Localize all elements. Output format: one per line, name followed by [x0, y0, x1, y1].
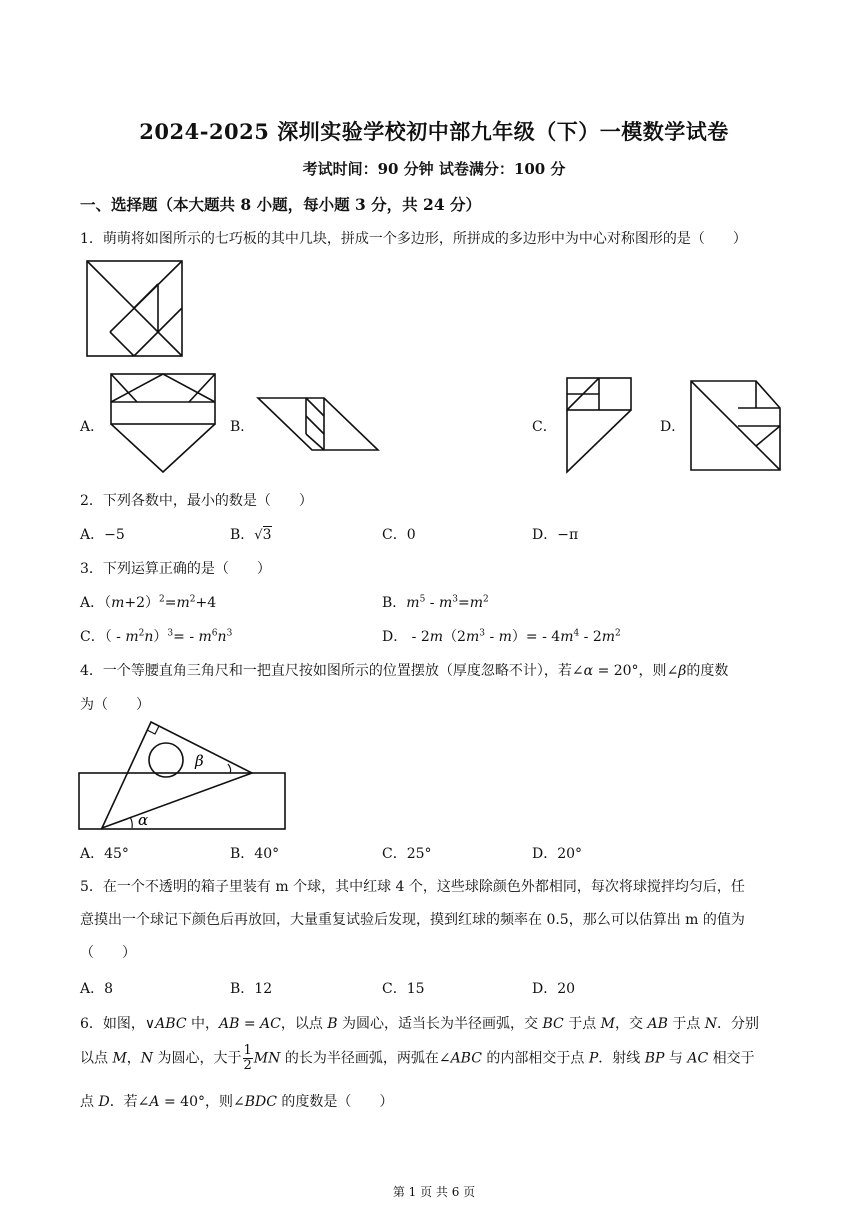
q3-option-a: A．$(m+2)^2=m^2+4$ — [80, 594, 217, 611]
q3-option-d: D． - $2m(2m^3 - m)= - 4m^4 - 2m^2$ — [382, 628, 621, 645]
question-6-line3: 点 D．若∠A = 40°，则∠BDC 的度数是（ ） — [80, 1094, 394, 1110]
question-5-line3: （ ） — [80, 945, 136, 961]
q3-option-c: C．（ - $m^2n)^3= - m^6n^3$ — [80, 628, 233, 645]
q1-option-d-figure — [688, 378, 784, 474]
q5-option-b: B．12 — [230, 981, 273, 997]
question-4-stem-line2: 为（ ） — [80, 697, 150, 713]
tangram-square-figure — [86, 260, 184, 358]
page-number-footer: 第 1 页 共 6 页 — [392, 1185, 476, 1199]
q1-option-a-figure — [108, 372, 218, 474]
q3-option-b: B．$m^5 - m^3=m^2$ — [382, 594, 489, 611]
page-title: 2024-2025 深圳实验学校初中部九年级（下）一模数学试卷 — [139, 119, 729, 144]
q5-option-c: C．15 — [382, 981, 425, 997]
q2-option-b: B．√3 — [230, 527, 272, 543]
q4-option-d: D．20° — [532, 846, 583, 862]
q2-option-d: D．−π — [532, 527, 579, 543]
q1-option-c-figure — [564, 376, 634, 474]
q4-option-c: C．25° — [382, 846, 432, 862]
fraction-one-half: $\frac{1}{2}$ — [243, 1043, 252, 1073]
q1-option-b-label: B． — [230, 419, 255, 435]
question-2-stem: 2．下列各数中，最小的数是（ ） — [80, 493, 313, 509]
q5-option-a: A．8 — [80, 981, 114, 997]
q5-option-d: D．20 — [532, 981, 576, 997]
triangle-ruler-figure — [78, 718, 288, 832]
question-1-stem: 1．萌萌将如图所示的七巧板的其中几块，拼成一个多边形，所拼成的多边形中为中心对称图形的是（ ） — [80, 231, 747, 247]
question-5-line1: 5．在一个不透明的箱子里装有 m 个球，其中红球 4 个，这些球除颜色外都相同，每次将球搅拌均匀后，任 — [80, 879, 745, 895]
q2-option-a: A．−5 — [80, 527, 125, 543]
alpha-label: α — [138, 811, 149, 829]
q1-option-b-figure — [256, 396, 380, 452]
question-5-line2: 意摸出一个球记下颜色后再放回，大量重复试验后发现，摸到红球的频率在 0.5，那么可以估算出 m 的值为 — [80, 912, 745, 928]
question-6-line1: 6．如图，∨ABC 中，AB = AC，以点 B 为圆心，适当长为半径画弧，交 BC 于点 M，交 AB 于点 N．分别 — [80, 1016, 760, 1032]
q1-option-d-label: D． — [660, 419, 686, 435]
question-4-stem: 4．一个等腰直角三角尺和一把直尺按如图所示的位置摆放（厚度忽略不计），若∠α = 20°，则∠β的度数 — [80, 663, 729, 679]
question-3-stem: 3．下列运算正确的是（ ） — [80, 561, 271, 577]
question-6-line2: 以点 M，N 为圆心，大于 $\frac{1}{2}$ MN 的长为半径画弧，两弧在∠ABC 的内部相交于点 P．射线 BP 与 AC 相交于 — [80, 1043, 755, 1073]
q2-option-c: C．0 — [382, 527, 416, 543]
q1-option-c-label: C． — [532, 419, 557, 435]
q4-option-b: B．40° — [230, 846, 280, 862]
q1-option-a-label: A． — [80, 419, 105, 435]
section-heading: 一、选择题（本大题共 8 小题，每小题 3 分，共 24 分） — [80, 195, 482, 214]
q4-option-a: A．45° — [80, 846, 129, 862]
exam-info: 考试时间：90 分钟 试卷满分：100 分 — [302, 160, 566, 178]
beta-label: β — [195, 752, 204, 770]
